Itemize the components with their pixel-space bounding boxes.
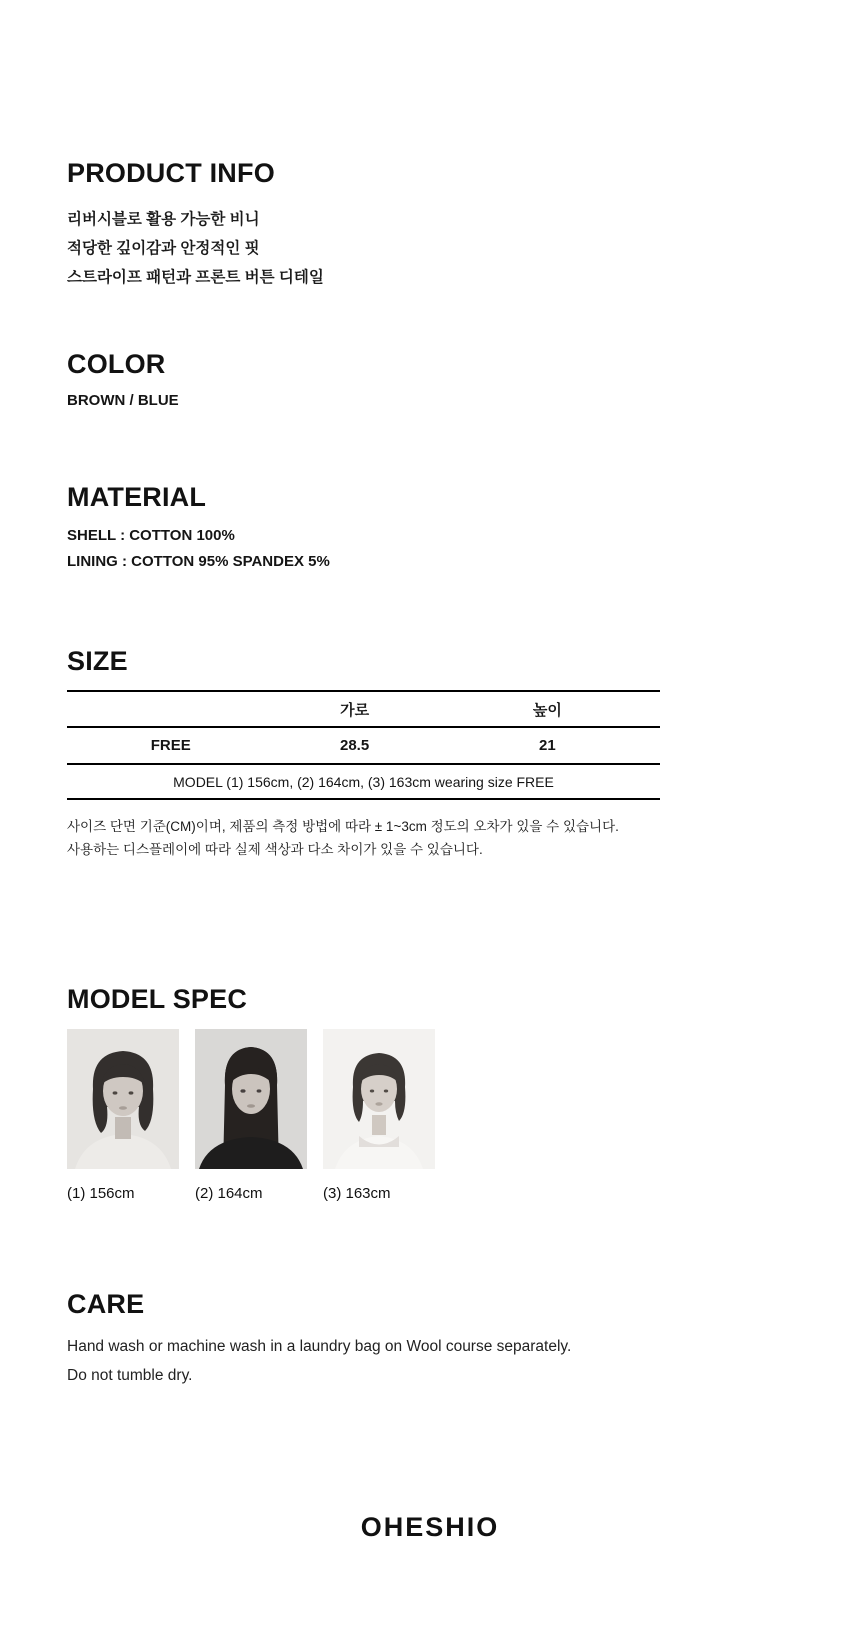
product-info-line: 리버시블로 활용 가능한 비니 bbox=[67, 211, 260, 228]
size-table-row-free bbox=[67, 727, 660, 764]
size-note-display: 사용하는 디스플레이에 따라 실제 색상과 다소 차이가 있을 수 있습니다. bbox=[67, 842, 483, 857]
care-instructions bbox=[67, 1332, 660, 1390]
material-lining-line: LINING : COTTON 95% SPANDEX 5% bbox=[67, 553, 330, 570]
model-photo-3 bbox=[323, 1029, 435, 1169]
model-photo-2 bbox=[195, 1029, 307, 1169]
color-value: BROWN / BLUE bbox=[67, 392, 179, 409]
section-size bbox=[67, 645, 660, 861]
section-care bbox=[67, 1288, 660, 1390]
material-heading: MATERIAL bbox=[67, 482, 207, 512]
section-material bbox=[67, 481, 660, 575]
model-photo-1 bbox=[67, 1029, 179, 1169]
care-line-wash: Hand wash or machine wash in a laundry bag on Wool course separately. bbox=[67, 1338, 572, 1355]
size-cell-height: 21 bbox=[435, 727, 660, 764]
model-photo-row bbox=[67, 1029, 660, 1169]
size-cell-width: 28.5 bbox=[275, 727, 435, 764]
product-info-line: 스트라이프 패턴과 프론트 버튼 디테일 bbox=[67, 269, 324, 286]
size-table-header-height: 높이 bbox=[435, 691, 660, 727]
material-shell-line: SHELL : COTTON 100% bbox=[67, 527, 235, 544]
care-heading: CARE bbox=[67, 1289, 145, 1319]
size-table bbox=[67, 690, 660, 800]
care-line-dry: Do not tumble dry. bbox=[67, 1367, 193, 1384]
model-caption-row bbox=[67, 1185, 660, 1202]
brand-logo: OHESHIO bbox=[360, 1512, 500, 1542]
material-description bbox=[67, 523, 660, 575]
size-table-model-note: MODEL (1) 156cm, (2) 164cm, (3) 163cm wearing size FREE bbox=[173, 773, 554, 790]
size-cell-label: FREE bbox=[67, 727, 275, 764]
section-model-spec bbox=[67, 983, 660, 1202]
model-spec-heading: MODEL SPEC bbox=[67, 984, 248, 1014]
product-info-heading: PRODUCT INFO bbox=[67, 158, 275, 188]
model-caption-3: (3) 163cm bbox=[323, 1185, 391, 1202]
size-heading: SIZE bbox=[67, 646, 128, 676]
size-table-header-width: 가로 bbox=[275, 691, 435, 727]
size-note-tolerance: 사이즈 단면 기준(CM)이며, 제품의 측정 방법에 따라 ± 1~3cm 정도의 오차가 있을 수 있습니다. bbox=[67, 819, 619, 834]
model-caption-1: (1) 156cm bbox=[67, 1185, 135, 1202]
section-color bbox=[67, 348, 660, 412]
section-product-info bbox=[67, 157, 660, 292]
product-info-line: 적당한 깊이감과 안정적인 핏 bbox=[67, 240, 260, 257]
product-info-description bbox=[67, 205, 660, 292]
size-notes bbox=[67, 815, 660, 861]
color-heading: COLOR bbox=[67, 349, 166, 379]
size-table-model-row bbox=[67, 764, 660, 799]
size-table-header-row bbox=[67, 691, 660, 727]
model-caption-2: (2) 164cm bbox=[195, 1185, 263, 1202]
size-table-header-blank bbox=[67, 691, 275, 727]
